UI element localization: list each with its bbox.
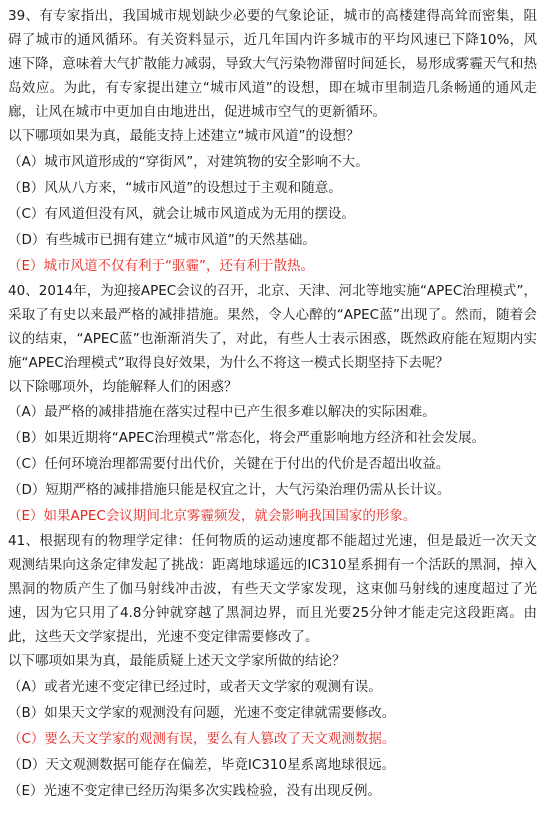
question-40 [8,279,537,530]
question-stem: 41、根据现有的物理学定律：任何物质的运动速度都不能超过光速，但是最近一次天文观测结果向这条定律发起了挑战：距离地球遥远的IC310星系拥有一个活跃的黑洞，掉入黑洞的物质产生了伽马射线冲击波，有些天文学家发现，这束伽马射线的速度超过了光速，因为它只用了4.8分钟就穿越了黑洞边界，而且光要25分钟才能走完这段距离。由此，这些天文学家提出，光速不变定律需要修改了。 [8,533,537,645]
option-b: （B）如果近期将“APEC治理模式”常态化，将会严重影响地方经济和社会发展。 [8,430,486,446]
option-c-answer: （C）要么天文学家的观测有误，要么有人篡改了天文观测数据。 [8,730,396,747]
question-41 [8,529,537,804]
question-stem: 39、有专家指出，我国城市规划缺少必要的气象论证，城市的高楼建得高耸而密集，阻碍了城市的通风循环。有关资料显示，近几年国内许多城市的平均风速已下降10%，风速下降，意味着大气扩散能力减弱，导致大气污染物滞留时间延长，易形成雾霾天气和热岛效应。为此，有专家提出建立“城市风道”的设想，即在城市里制造几条畅通的通风走廊，让风在城市中更加自由地进出，促进城市空气的更新循环。 [8,8,537,120]
question-stem: 40、2014年，为迎接APEC会议的召开，北京、天津、河北等地实施“APEC治理模式”，采取了有史以来最严格的减排措施。果然，令人心醉的“APEC蓝”出现了。然而，随着会议的结束，“APEC蓝”也渐渐消失了，对此，有些人士表示困惑，既然政府能在短期内实施“APEC治理模式”取得良好效果，为什么不将这一模式长期坚持下去呢？ [8,282,537,371]
option-a: （A）城市风道形成的“穿街风”，对建筑物的安全影响不大。 [8,153,369,170]
option-c: （C）任何环境治理都需要付出代价，关键在于付出的代价是否超出收益。 [8,456,450,472]
question-prompt: 以下哪项如果为真，最能支持上述建立“城市风道”的设想？ [8,128,360,144]
option-a: （A）或者光速不变定律已经过时，或者天文学家的观测有误。 [8,678,382,695]
option-e-answer: （E）城市风道不仅有利于“驱霾”，还有利于散热。 [8,257,315,274]
option-b: （B）风从八方来，“城市风道”的设想过于主观和随意。 [8,179,342,196]
option-e-answer: （E）如果APEC会议期间北京雾霾频发，就会影响我国国家的形象。 [8,508,417,524]
option-e: （E）光速不变定律已经历沟渠多次实践检验，没有出现反例。 [8,782,382,799]
question-prompt: 以下除哪项外，均能解释人们的困惑？ [8,378,238,395]
question-39 [8,4,537,279]
option-d: （D）短期严格的减排措施只能是权宜之计，大气污染治理仍需从长计议。 [8,482,451,498]
option-a: （A）最严格的减排措施在落实过程中已产生很多难以解决的实际困难。 [8,404,436,420]
option-d: （D）天文观测数据可能存在偏差，毕竟IC310星系离地球很远。 [8,756,396,773]
option-d: （D）有些城市已拥有建立“城市风道”的天然基础。 [8,231,316,248]
option-c: （C）有风道但没有风，就会让城市风道成为无用的摆设。 [8,205,355,222]
option-b: （B）如果天文学家的观测没有问题，光速不变定律就需要修改。 [8,704,396,721]
question-prompt: 以下哪项如果为真，最能质疑上述天文学家所做的结论？ [8,653,346,669]
